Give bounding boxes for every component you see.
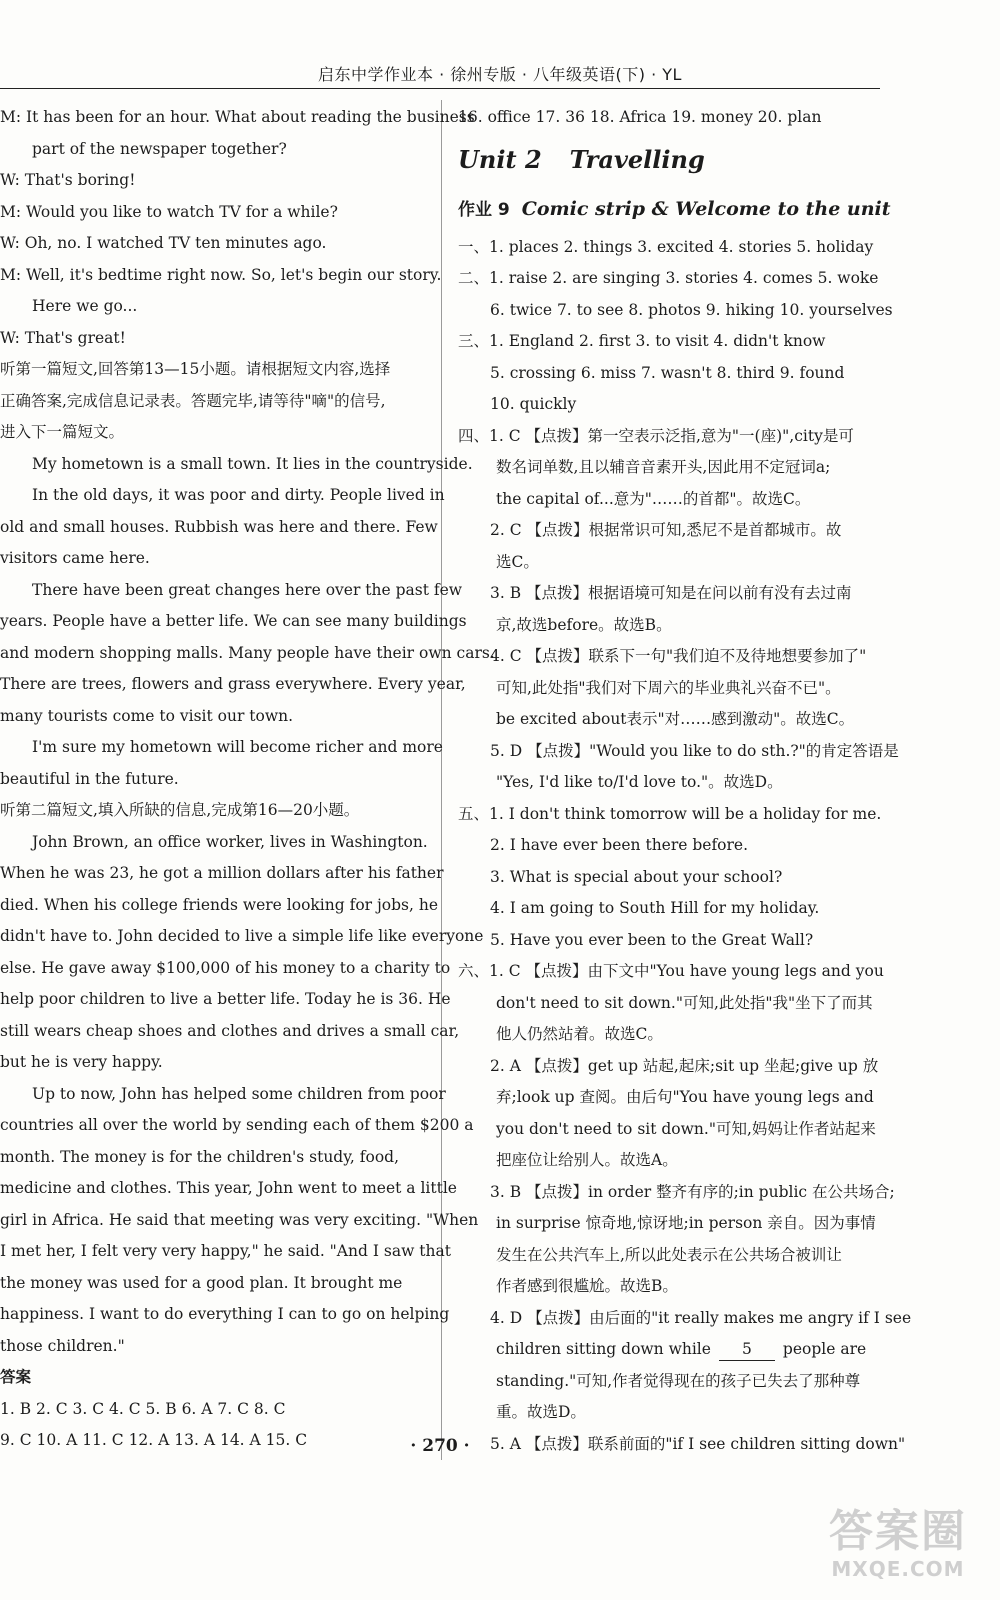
answer-key-line: don't need to sit down."可知,此处指"我"坐下了而其 [496,993,873,1012]
watermark-url: MXQE.COM [831,1557,965,1581]
text-line: I met her, I felt very very happy," he said. "And I saw that [0,1242,451,1260]
answer-key-line: 6. twice 7. to see 8. photos 9. hiking 10. yourselves [490,300,893,319]
answer-key-line: 10. quickly [490,395,577,413]
unit-number: Unit 2 [458,144,542,174]
answer-key-line: 2. A 【点拨】get up 站起,起床;sit up 坐起;give up 放 [490,1056,879,1075]
answer-key-line: 5. crossing 6. miss 7. wasn't 8. third 9. found [490,363,845,382]
answer-key-line: 2. C 【点拨】根据常识可知,悉尼不是首都城市。故 [490,521,842,539]
answers-heading: 答案 [0,1368,32,1386]
text-line: month. The money is for the children's study, food, [0,1147,400,1166]
right-column [458,102,912,1460]
answer-key-line: 2. I have ever been there before. [490,836,749,854]
page-number: · 270 · [410,1436,470,1456]
text-line: those children." [0,1336,125,1355]
answer-key-line: "Yes, I'd like to/I'd love to."。故选D。 [496,773,783,791]
text-line: 进入下一篇短文。 [0,423,125,441]
answer-key-line: the capital of...意为"……的首都"。故选C。 [496,489,811,508]
text-line: M: It has been for an hour. What about reading the business [0,108,475,126]
answer-key-line: 5. A 【点拨】联系前面的"if I see children sitting down" [490,1434,906,1453]
text-line: many tourists come to visit our town. [0,706,294,725]
text-line: M: Well, it's bedtime right now. So, let's begin our story. [0,265,442,284]
answer-key-line: 重。故选D。 [496,1403,586,1421]
text-line: help poor children to live a better life. Today he is 36. He [0,990,451,1008]
text-line: My hometown is a small town. It lies in the countryside. [32,454,473,473]
blank-line-before: children sitting down while [496,1340,711,1358]
answer-key-line: 5. Have you ever been to the Great Wall? [490,930,814,949]
text-line: Here we go... [32,297,138,315]
watermark-logo [814,1508,982,1590]
blank-line [458,1334,886,1366]
text-line: the money was used for a good plan. It brought me [0,1273,403,1292]
answer-key-line: 发生在公共汽车上,所以此处表示在公共场合被训让 [496,1245,842,1264]
blank-line-after: people are [782,1340,867,1358]
answer-line: 9. C 10. A 11. C 12. A 13. A 14. A 15. C [0,1431,308,1449]
text-line: W: That's boring! [0,171,136,189]
answer-key-line: 4. I am going to South Hill for my holiday. [490,899,820,917]
answer-key-line: 一、1. places 2. things 3. excited 4. stories 5. holiday [458,237,874,256]
text-line: part of the newspaper together? [32,139,287,158]
answer-key-line: 五、1. I don't think tomorrow will be a holiday for me. [458,804,882,823]
answer-key-line: 选C。 [496,552,539,571]
text-line: medicine and clothes. This year, John went to meet a little [0,1179,457,1197]
unit-name: Travelling [569,144,705,174]
answer-key-line: 他人仍然站着。故选C。 [496,1025,663,1043]
text-line: and modern shopping malls. Many people have their own cars. [0,643,495,662]
text-line: but he is very happy. [0,1053,163,1071]
text-line: 正确答案,完成信息记录表。答题完毕,请等待"嘀"的信号, [0,391,386,410]
text-line: W: Oh, no. I watched TV ten minutes ago. [0,234,327,252]
text-line: else. He gave away $100,000 of his money to a charity to [0,958,451,977]
answer-key-line: 3. What is special about your school? [490,867,783,886]
answer-key-line: 4. D 【点拨】由后面的"it really makes me angry if I see [490,1308,912,1327]
header-rule [0,88,880,89]
text-line: John Brown, an office worker, lives in Washington. [32,832,428,851]
text-line: 听第一篇短文,回答第13—15小题。请根据短文内容,选择 [0,360,391,378]
watermark-text: 答案圈 [829,1506,967,1557]
text-line: I'm sure my hometown will become richer and more [32,738,443,756]
answer-key-line: 3. B 【点拨】根据语境可知是在问以前有没有去过南 [490,584,852,602]
answer-key-line: 4. C 【点拨】联系下一句"我们迫不及待地想要参加了" [490,647,867,665]
text-line: When he was 23, he got a million dollars after his father [0,864,444,882]
answer-key-line: you don't need to sit down."可知,妈妈让作者站起来 [496,1119,876,1138]
unit-title [458,134,886,186]
answer-key-line: 弃;look up 查阅。由后句"You have young legs and [496,1088,874,1106]
answer-key-line: 把座位让给别人。故选A。 [496,1151,678,1169]
blank-underline: 5 [719,1338,775,1361]
answer-key-line: be excited about表示"对……感到激动"。故选C。 [496,710,855,728]
homework-title [458,186,891,232]
answer-key-line: standing."可知,作者觉得现在的孩子已失去了那种尊 [496,1371,861,1390]
answer-line: 1. B 2. C 3. C 4. C 5. B 6. A 7. C 8. C [0,1399,286,1418]
answer-key-line: in surprise 惊奇地,惊讶地;in person 亲自。因为事情 [496,1214,876,1232]
text-line: countries all over the world by sending each of them $200 a [0,1116,474,1134]
text-line: In the old days, it was poor and dirty. People lived in [32,486,445,504]
answer-key-line: 六、1. C 【点拨】由下文中"You have young legs and you [458,962,884,980]
answer-key-line: 可知,此处指"我们对下周六的毕业典礼兴奋不已"。 [496,678,841,697]
answer-key-line: 二、1. raise 2. are singing 3. stories 4. comes 5. woke [458,269,879,287]
running-header: 启东中学作业本 · 徐州专版 · 八年级英语(下) · YL [318,65,682,84]
text-line: Up to now, John has helped some children from poor [32,1084,446,1103]
text-line: W: That's great! [0,328,126,347]
homework-name: Comic strip & Welcome to the unit [521,197,891,220]
answer-key-line: 四、1. C 【点拨】第一空表示泛指,意为"一(座)",city是可 [458,426,854,445]
answer-key-line: 3. B 【点拨】in order 整齐有序的;in public 在公共场合; [490,1182,895,1201]
text-line: There have been great changes here over the past few [32,580,463,599]
answer-key-line: 作者感到很尴尬。故选B。 [496,1277,678,1295]
text-line: girl in Africa. He said that meeting was very exciting. "When [0,1210,479,1229]
text-line: died. When his college friends were looking for jobs, he [0,895,439,914]
text-line: There are trees, flowers and grass everywhere. Every year, [0,675,466,693]
homework-label: 作业 9 [458,199,510,220]
answer-key-line: 三、1. England 2. first 3. to visit 4. didn't know [458,332,826,350]
answer-key-line: 5. D 【点拨】"Would you like to do sth.?"的肯定答语是 [490,741,899,760]
text-line: still wears cheap shoes and clothes and drives a small car, [0,1021,460,1040]
text-line: M: Would you like to watch TV for a while? [0,202,338,221]
answer-key [458,232,912,1335]
answer-key-line: 京,故选before。故选B。 [496,615,672,634]
text-line: years. People have a better life. We can see many buildings [0,612,467,630]
text-line: happiness. I want to do everything I can to go on helping [0,1305,450,1323]
text-line: 听第二篇短文,填入所缺的信息,完成第16—20小题。 [0,801,360,819]
text-line: didn't have to. John decided to live a simple life like everyone [0,927,484,945]
answer-key-line: 数名词单数,且以辅音音素开头,因此用不定冠词a; [496,458,831,476]
text-line: visitors came here. [0,549,150,567]
text-line: beautiful in the future. [0,769,179,788]
text-line: old and small houses. Rubbish was here and there. Few [0,517,438,536]
answers-continued: 16. office 17. 36 18. Africa 19. money 20. plan [458,108,822,126]
